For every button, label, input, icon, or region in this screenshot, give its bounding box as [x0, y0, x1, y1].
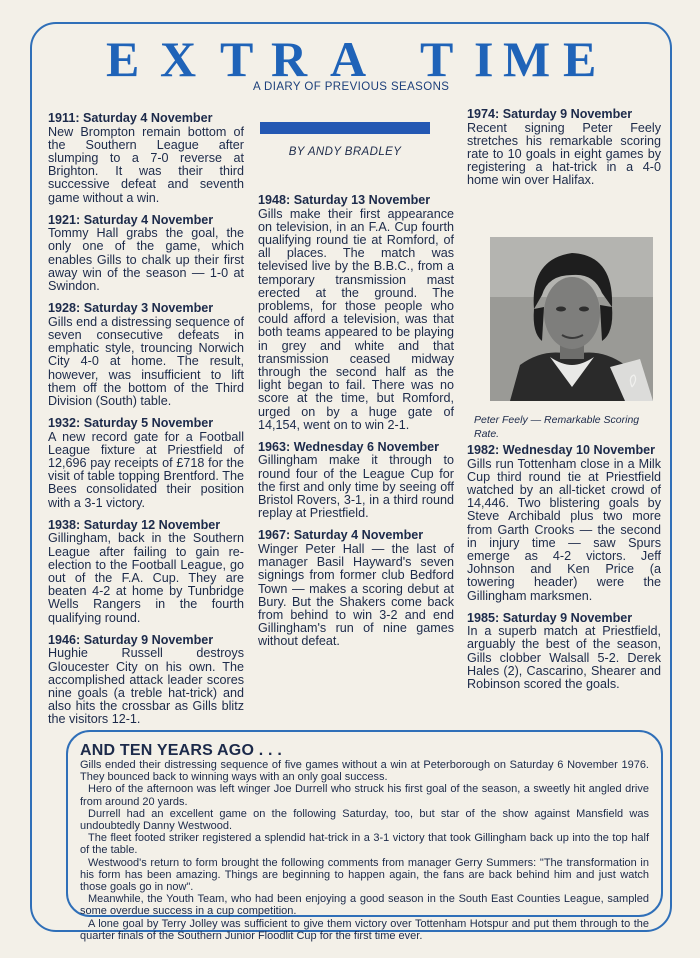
entry-date: 1928: Saturday 3 November: [48, 301, 214, 316]
diary-entry: [48, 417, 244, 510]
ten-years-paragraph: Hero of the afternoon was left winger Joe Durrell who struck his first goal of the season, a sweetly hit angled drive from around 20 yards.: [80, 783, 649, 808]
left-column: [48, 112, 244, 736]
entry-text: Gillingham, back in the Southern League after failing to gain re-election to the Football League, go out of the F.A. Cup. They are beaten 4-2 at home by Tunbridge Wells Rangers in the fourth qualifying round.: [48, 531, 244, 625]
title-letter: M: [503, 31, 551, 87]
ten-years-paragraph: The fleet footed striker registered a splendid hat-trick in a 3-1 victory that took Gillingham back up into the top half of the table.: [80, 832, 649, 857]
page-subtitle: A DIARY OF PREVIOUS SEASONS: [253, 81, 450, 93]
photo-caption: Peter Feely — Remarkable Scoring Rate.: [474, 414, 640, 440]
diary-entry: [48, 519, 244, 625]
diary-entry: [48, 634, 244, 727]
diary-entry: [48, 214, 244, 294]
title-letter: R: [271, 31, 308, 87]
title-letter: T: [220, 31, 254, 87]
entry-text: Hughie Russell destroys Gloucester City on his own. The accomplished attack leader scores nine goals (a treble hat-trick) and also hits the crossbar as Gills blitz the visitors 12-1.: [48, 646, 244, 727]
middle-column: [258, 194, 454, 658]
entry-text: Winger Peter Hall — the last of manager Basil Hayward's seven signings from former club Bedford Town — makes a scoring debut at Bury. But the Shakers come back from behind to win 3-2 and end Gillingham's run of nine games without defeat.: [258, 541, 454, 649]
ten-years-paragraph: Meanwhile, the Youth Team, who had been enjoying a good season in the South East Counties League, sampled some overdue success in a cup competition.: [80, 893, 649, 918]
entry-text: Gills end a distressing sequence of seven consecutive defeats in emphatic style, trouncing Norwich City 4-0 at home. The result, however, was insufficient to lift them off the bottom of the Third Division (South) table.: [48, 314, 244, 408]
entry-date: 1982: Wednesday 10 November: [467, 443, 656, 457]
diary-entry: [258, 441, 454, 521]
player-photo: [490, 237, 653, 401]
ten-years-ago-box: [66, 730, 663, 942]
entry-date: 1967: Saturday 4 November: [258, 528, 424, 543]
entry-date: 1985: Saturday 9 November: [467, 610, 633, 625]
title-letter: A: [330, 31, 367, 87]
entry-date: 1946: Saturday 9 November: [48, 632, 214, 647]
player-portrait-image: [490, 237, 653, 401]
right-column-top: [467, 108, 661, 197]
entry-date: 1938: Saturday 12 November: [48, 517, 221, 532]
ten-years-paragraph: Durrell had an excellent game on the following Saturday, too, but star of the show against Mansfield was undoubtedly Danny Westwood.: [80, 807, 649, 833]
ten-years-paragraph: Westwood's return to form brought the following comments from manager Gerry Summers: "The transformation in his form has been amazing. Things are beginning to happen again, the fans are back behind him and just watch those goals go in now".: [80, 856, 649, 894]
entry-text: Gills run Tottenham close in a Milk Cup third round tie at Priestfield watched by an all-ticket crowd of 14,446. Two blistering goals by Steve Archibald plus two more from Garth Crooks — the second in injury time — saw Spurs emerge as 4-2 victors. Jeff Johnson and Ken Price (a towering header) were the Gillingham marksmen.: [467, 456, 661, 603]
entry-text: New Brompton remain bottom of the Southern League after slumping to a 7-0 reverse at Brighton. It was their third successive defeat and seventh game without a win.: [48, 124, 244, 205]
right-column-bottom: [467, 444, 661, 700]
diary-entry: [48, 112, 244, 205]
title-letter: E: [106, 31, 140, 87]
entry-date: 1932: Saturday 5 November: [48, 416, 214, 431]
entry-date: 1921: Saturday 4 November: [48, 212, 214, 227]
entry-text: Gills make their first appearance on television, in an F.A. Cup fourth qualifying round tie at Romford, of all places. The match was televised live by the B.B.C., from a temporary transmission mast erected at the ground. The problems, for those people who could afford a television, was that both teams appeared to be playing in grey and white and that transmission ceased midway through the second half as the light began to fail. There was no score at the time, but Romford, urged on by a huge gate of 14,154, went on to win 2-1.: [258, 206, 454, 432]
entry-date: 1974: Saturday 9 November: [467, 107, 633, 121]
diary-entry: [467, 108, 661, 188]
ten-years-paragraph: A lone goal by Terry Jolley was sufficient to give them victory over Tottenham Hotspur and put them through to the quarter finals of the Southern Junior Floodlit Cup for the first time ever.: [80, 917, 649, 942]
title-letter: E: [563, 31, 597, 87]
diary-entry: [48, 302, 244, 408]
ten-years-heading: AND TEN YEARS AGO . . .: [80, 742, 282, 759]
diary-entry: [258, 529, 454, 648]
ten-years-paragraph: Gills ended their distressing sequence of five games without a win at Peterborough on Saturday 6 November 1976. They bounced back to winning ways with an only goal success.: [80, 759, 649, 784]
entry-text: Recent signing Peter Feely stretches his remarkable scoring rate to 10 goals in eight games by registering a hat-trick in a 4-0 home win over Halifax.: [467, 120, 661, 188]
diary-entry: [467, 612, 661, 692]
byline-bar: [260, 122, 430, 134]
entry-date: 1911: Saturday 4 November: [48, 111, 213, 125]
diary-entry: [258, 194, 454, 432]
title-letter: X: [160, 31, 197, 87]
entry-text: In a superb match at Priestfield, arguably the best of the season, Gills clobber Walsall 5-2. Derek Hales (2), Cascarino, Shearer and Robinson scored the goals.: [467, 624, 661, 692]
author-byline: BY ANDY BRADLEY: [288, 146, 402, 158]
entry-text: Tommy Hall grabs the goal, the only one of the game, which enables Gills to chalk up their first away win of the season — 1-0 at Swindon.: [48, 226, 244, 294]
title-letter: T: [420, 31, 454, 87]
entry-date: 1948: Saturday 13 November: [258, 193, 431, 207]
entry-text: A new record gate for a Football League fixture at Priestfield of 12,696 pay receipts of £718 for the visit of table topping Brentford. The Bees consolidated their position with a 3-1 victory.: [48, 429, 244, 510]
diary-entry: [467, 444, 661, 603]
entry-date: 1963: Wednesday 6 November: [258, 439, 440, 454]
title-letter: I: [474, 31, 494, 87]
entry-text: Gillingham make it through to round four of the League Cup for the first and only time by seeing off Bristol Rovers, 3-1, in a third round replay at Priestfield.: [258, 453, 454, 521]
